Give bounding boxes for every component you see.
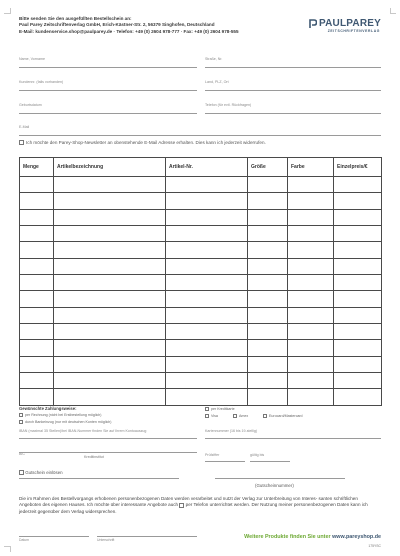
order-cell[interactable] bbox=[248, 193, 288, 209]
valid-until-label: gültig bis bbox=[250, 453, 265, 457]
order-cell[interactable] bbox=[248, 177, 288, 193]
order-cell[interactable] bbox=[20, 356, 54, 372]
order-cell[interactable] bbox=[334, 242, 382, 258]
privacy-text-b: santen schriftlichen Angeboten des eigenen Hauses. Ich möchte über interessante Angebote auch bbox=[19, 496, 358, 508]
order-row bbox=[20, 373, 382, 389]
order-row bbox=[20, 209, 382, 225]
order-cell[interactable] bbox=[54, 226, 166, 242]
order-cell[interactable] bbox=[288, 307, 334, 323]
order-cell[interactable] bbox=[288, 291, 334, 307]
order-cell[interactable] bbox=[20, 324, 54, 340]
privacy-text-a: Die im Rahmen des Bestellvorgangs erhobenen personenbezogenen Daten werden verarbeitet und nutzt der Verlag zur Unterbreitung von Interes- bbox=[19, 496, 318, 501]
amex-checkbox[interactable] bbox=[233, 414, 237, 418]
logo-mark-icon bbox=[309, 19, 317, 29]
order-cell[interactable] bbox=[166, 340, 248, 356]
order-cell[interactable] bbox=[20, 340, 54, 356]
newsletter-checkbox[interactable] bbox=[19, 140, 24, 145]
order-cell[interactable] bbox=[334, 340, 382, 356]
signature-line[interactable] bbox=[97, 536, 197, 542]
order-cell[interactable] bbox=[166, 307, 248, 323]
order-cell[interactable] bbox=[334, 209, 382, 225]
order-cell[interactable] bbox=[288, 373, 334, 389]
order-cell[interactable] bbox=[334, 193, 382, 209]
order-cell[interactable] bbox=[248, 356, 288, 372]
order-cell[interactable] bbox=[288, 258, 334, 274]
card-number-label: Kartennummer (16 bis 19-stellig) bbox=[205, 429, 258, 433]
birthdate-field[interactable] bbox=[19, 102, 197, 114]
order-cell[interactable] bbox=[248, 275, 288, 291]
order-cell[interactable] bbox=[54, 291, 166, 307]
phone-consent-checkbox[interactable] bbox=[179, 503, 184, 508]
voucher-line-left bbox=[19, 478, 179, 479]
header bbox=[19, 16, 381, 35]
order-cell[interactable] bbox=[166, 258, 248, 274]
order-cell[interactable] bbox=[166, 275, 248, 291]
debit-label: durch Bankeinzug (nur mit deutschen Konten möglich) bbox=[25, 420, 112, 424]
order-cell[interactable] bbox=[20, 177, 54, 193]
order-cell[interactable] bbox=[288, 177, 334, 193]
order-cell[interactable] bbox=[20, 291, 54, 307]
bic-bank-line bbox=[19, 452, 197, 453]
col-header-description: Artikelbezeichnung bbox=[54, 158, 166, 177]
col-header-article-number: Artikel-Nr. bbox=[166, 158, 248, 177]
order-cell[interactable] bbox=[20, 226, 54, 242]
email-label: E-Mail bbox=[19, 125, 30, 129]
phone-label: Telefon (für evtl. Rückfragen) bbox=[205, 103, 252, 107]
order-cell[interactable] bbox=[334, 307, 382, 323]
order-row bbox=[20, 226, 382, 242]
order-cell[interactable] bbox=[334, 324, 382, 340]
newsletter-option bbox=[19, 140, 266, 145]
order-cell[interactable] bbox=[288, 242, 334, 258]
voucher-label: Gutschein einlösen bbox=[25, 470, 63, 475]
debit-checkbox[interactable] bbox=[19, 420, 23, 424]
order-cell[interactable] bbox=[248, 209, 288, 225]
card-visa[interactable] bbox=[205, 414, 218, 418]
order-cell[interactable] bbox=[166, 177, 248, 193]
order-cell[interactable] bbox=[166, 389, 248, 405]
amex-label: Amex bbox=[239, 414, 249, 418]
order-table-body bbox=[20, 177, 382, 406]
col-header-size: Größe bbox=[248, 158, 288, 177]
col-header-quantity: Menge bbox=[20, 158, 54, 177]
invoice-label: per Rechnung (nicht bei Erstbestellung möglich) bbox=[25, 413, 102, 417]
valid-until-field[interactable] bbox=[250, 452, 290, 462]
email-field[interactable] bbox=[19, 124, 381, 136]
order-row bbox=[20, 193, 382, 209]
voucher-checkbox[interactable] bbox=[19, 470, 24, 475]
order-cell[interactable] bbox=[334, 275, 382, 291]
order-cell[interactable] bbox=[20, 193, 54, 209]
customer-number-field[interactable] bbox=[19, 79, 197, 91]
order-cell[interactable] bbox=[54, 373, 166, 389]
order-cell[interactable] bbox=[248, 242, 288, 258]
order-cell[interactable] bbox=[54, 340, 166, 356]
iban-field[interactable] bbox=[19, 428, 197, 439]
privacy-notice bbox=[19, 496, 381, 515]
header-line-1: Bitte senden Sie den ausgefüllten Bestellschein an: bbox=[19, 16, 132, 21]
order-row bbox=[20, 307, 382, 323]
order-cell[interactable] bbox=[248, 226, 288, 242]
crop-mark bbox=[4, 546, 10, 547]
card-number-field[interactable] bbox=[205, 428, 381, 439]
order-cell[interactable] bbox=[288, 275, 334, 291]
publisher-logo bbox=[309, 18, 381, 34]
order-cell[interactable] bbox=[166, 324, 248, 340]
city-field[interactable] bbox=[205, 79, 381, 91]
order-cell[interactable] bbox=[334, 258, 382, 274]
logo-name: PAULPAREY bbox=[319, 18, 381, 29]
order-cell[interactable] bbox=[248, 373, 288, 389]
bic-label: BIC bbox=[19, 452, 25, 456]
payment-option-card[interactable] bbox=[205, 407, 235, 411]
order-cell[interactable] bbox=[248, 324, 288, 340]
order-cell[interactable] bbox=[166, 356, 248, 372]
order-cell[interactable] bbox=[288, 340, 334, 356]
check-digit-label: Prüfziffer bbox=[205, 453, 220, 457]
payment-section bbox=[19, 406, 381, 424]
col-header-color: Farbe bbox=[288, 158, 334, 177]
order-cell[interactable] bbox=[288, 356, 334, 372]
order-cell[interactable] bbox=[166, 291, 248, 307]
order-cell[interactable] bbox=[288, 193, 334, 209]
invoice-checkbox[interactable] bbox=[19, 413, 23, 417]
order-cell[interactable] bbox=[288, 324, 334, 340]
payment-title: Gewünschte Zahlungsweise: bbox=[19, 406, 77, 411]
payment-option-invoice[interactable] bbox=[19, 413, 102, 417]
order-table-header bbox=[20, 158, 382, 177]
order-cell[interactable] bbox=[20, 209, 54, 225]
payment-option-debit[interactable] bbox=[19, 420, 112, 424]
order-cell[interactable] bbox=[334, 373, 382, 389]
order-cell[interactable] bbox=[166, 226, 248, 242]
order-row bbox=[20, 389, 382, 405]
crop-mark bbox=[4, 13, 10, 14]
newsletter-text: Ich möchte den Parey-Shop-Newsletter an obenstehende E-Mail Adresse erhalten. Dies kann ich jederzeit widerrufen. bbox=[26, 140, 266, 145]
visa-checkbox[interactable] bbox=[205, 414, 209, 418]
order-cell[interactable] bbox=[248, 389, 288, 405]
order-cell[interactable] bbox=[20, 242, 54, 258]
order-cell[interactable] bbox=[166, 209, 248, 225]
header-line-2: Paul Parey Zeitschriftenverlag GmbH, Erich-Kästner-Str. 2, 56379 Singhofen, Deutschland bbox=[19, 22, 215, 28]
order-cell[interactable] bbox=[20, 389, 54, 405]
order-cell[interactable] bbox=[54, 177, 166, 193]
order-cell[interactable] bbox=[334, 226, 382, 242]
order-cell[interactable] bbox=[166, 373, 248, 389]
phone-field[interactable] bbox=[205, 102, 381, 114]
street-field-label: Straße, Nr. bbox=[205, 57, 223, 61]
signature-label: Unterschrift bbox=[97, 538, 115, 542]
voucher-option[interactable] bbox=[19, 470, 63, 475]
date-label: Datum bbox=[19, 538, 29, 542]
order-cell[interactable] bbox=[334, 291, 382, 307]
order-cell[interactable] bbox=[248, 258, 288, 274]
order-cell[interactable] bbox=[166, 242, 248, 258]
order-cell[interactable] bbox=[54, 324, 166, 340]
order-cell[interactable] bbox=[54, 275, 166, 291]
order-cell[interactable] bbox=[54, 258, 166, 274]
order-cell[interactable] bbox=[54, 389, 166, 405]
form-code: 175YSC bbox=[368, 544, 381, 548]
visa-label: Visa bbox=[211, 414, 218, 418]
order-cell[interactable] bbox=[288, 226, 334, 242]
order-cell[interactable] bbox=[248, 291, 288, 307]
order-cell[interactable] bbox=[20, 275, 54, 291]
bank-label: Kreditinstitut bbox=[84, 455, 104, 459]
order-cell[interactable] bbox=[166, 193, 248, 209]
customer-number-label: Kundennr. (falls vorhanden) bbox=[19, 80, 64, 84]
shop-url-link[interactable]: www.pareyshop.de bbox=[332, 534, 381, 540]
order-cell[interactable] bbox=[54, 242, 166, 258]
check-digit-field[interactable] bbox=[205, 452, 245, 462]
birthdate-label: Geburtsdatum bbox=[19, 103, 42, 107]
promo-line bbox=[244, 534, 381, 540]
voucher-line-right bbox=[215, 478, 345, 479]
order-table bbox=[19, 157, 382, 406]
privacy-text-d: Nutzung meiner personenbezogenen Daten kann ich jederzeit gegenüber dem Verlag widersprechen. bbox=[19, 502, 368, 514]
order-row bbox=[20, 258, 382, 274]
card-amex[interactable] bbox=[233, 414, 248, 418]
order-row bbox=[20, 340, 382, 356]
street-field[interactable] bbox=[205, 56, 381, 68]
card-mastercard[interactable] bbox=[263, 414, 303, 418]
order-row bbox=[20, 324, 382, 340]
city-field-label: Land, PLZ, Ort bbox=[205, 80, 229, 84]
privacy-text-c: per Telefon unterrichtet werden. Der bbox=[185, 502, 259, 508]
order-row bbox=[20, 242, 382, 258]
order-cell[interactable] bbox=[248, 307, 288, 323]
iban-label: IBAN (maximal 35 Stellen)/bei IBAN-Nummer finden Sie auf Ihrem Kontoauszug bbox=[19, 429, 147, 433]
header-line-3: E-Mail: kundenservice.shop@paulparey.de · Telefon: +49 (0) 2604 978-777 · Fax: +49 (0) 2604 978-555 bbox=[19, 28, 239, 34]
order-row bbox=[20, 275, 382, 291]
promo-text: Weitere Produkte finden Sie unter bbox=[244, 534, 331, 540]
voucher-number-label: (Gutscheinnummer) bbox=[255, 483, 294, 488]
order-cell[interactable] bbox=[54, 356, 166, 372]
order-cell[interactable] bbox=[334, 389, 382, 405]
order-cell[interactable] bbox=[334, 356, 382, 372]
mastercard-label: Eurocard/Mastercard bbox=[269, 414, 303, 418]
col-header-unit-price: Einzelpreis/€ bbox=[334, 158, 382, 177]
date-line[interactable] bbox=[19, 536, 89, 542]
name-field[interactable] bbox=[19, 56, 197, 68]
order-row bbox=[20, 356, 382, 372]
logo-subtitle: ZEITSCHRIFTENVERLAG bbox=[327, 29, 380, 33]
order-cell[interactable] bbox=[288, 209, 334, 225]
crop-mark bbox=[10, 8, 11, 14]
order-cell[interactable] bbox=[54, 209, 166, 225]
card-checkbox[interactable] bbox=[205, 407, 209, 411]
order-cell[interactable] bbox=[334, 177, 382, 193]
order-cell[interactable] bbox=[288, 389, 334, 405]
name-field-label: Name, Vorname bbox=[19, 57, 45, 61]
order-row bbox=[20, 177, 382, 193]
order-cell[interactable] bbox=[54, 307, 166, 323]
order-row bbox=[20, 291, 382, 307]
order-cell[interactable] bbox=[54, 193, 166, 209]
order-cell[interactable] bbox=[20, 307, 54, 323]
mastercard-checkbox[interactable] bbox=[263, 414, 267, 418]
card-label: per Kreditkarte bbox=[211, 407, 235, 411]
order-cell[interactable] bbox=[248, 340, 288, 356]
order-cell[interactable] bbox=[20, 373, 54, 389]
crop-mark bbox=[10, 546, 11, 552]
order-cell[interactable] bbox=[20, 258, 54, 274]
crop-mark bbox=[390, 13, 396, 14]
